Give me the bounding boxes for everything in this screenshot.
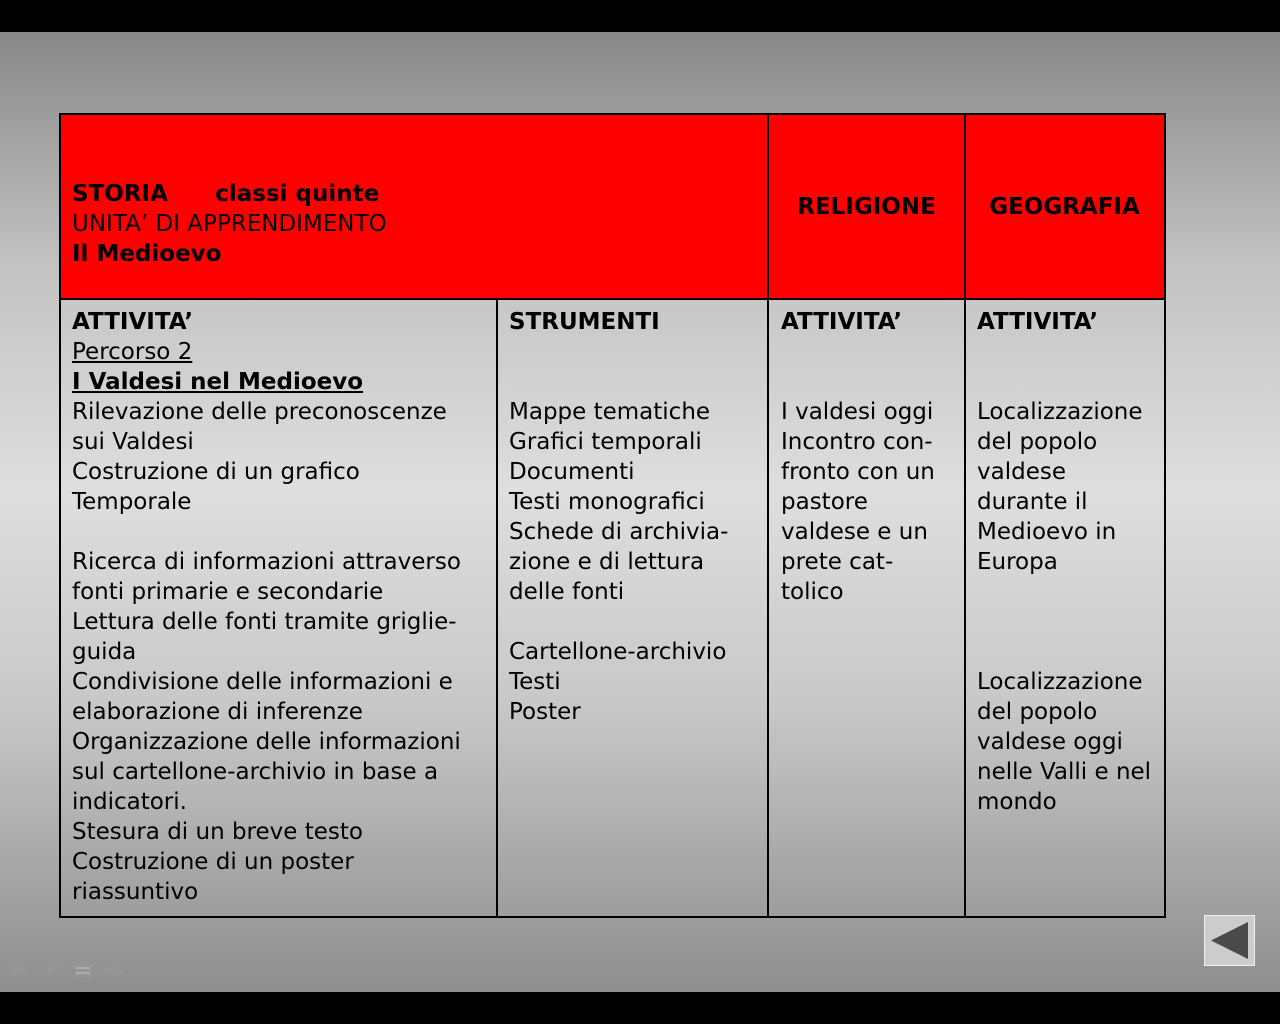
- header-divider: [61, 298, 1164, 300]
- list-item: Stesura di un breve testo: [72, 819, 363, 845]
- col-attivita-geografia: [977, 307, 1162, 817]
- list-item: Costruzione di un grafico: [72, 459, 360, 485]
- list-item: valdese: [977, 459, 1066, 485]
- geografia-title: GEOGRAFIA: [989, 194, 1140, 220]
- col1-title: ATTIVITA’: [72, 309, 194, 335]
- list-item: riassuntivo: [72, 879, 199, 905]
- col-divider-2: [767, 115, 769, 916]
- col-attivita-storia: [72, 307, 492, 907]
- col1-percorso: Percorso 2: [72, 339, 193, 365]
- list-item: nelle Valli e nel: [977, 759, 1152, 785]
- header-religione-cell: [768, 115, 965, 299]
- arrow-right-icon[interactable]: [104, 962, 126, 980]
- list-item: Condivisione delle informazioni e: [72, 669, 453, 695]
- list-item: delle fonti: [509, 579, 625, 605]
- list-item: Organizzazione delle informazioni: [72, 729, 461, 755]
- list-item: Medioevo in: [977, 519, 1117, 545]
- list-item: Rilevazione delle preconoscenze: [72, 399, 447, 425]
- list-item: Poster: [509, 699, 581, 725]
- list-item: Incontro con-: [781, 429, 933, 455]
- list-item: Schede di archivia-: [509, 519, 729, 545]
- religione-title: RELIGIONE: [797, 194, 936, 220]
- list-item: elaborazione di inferenze: [72, 699, 363, 725]
- col-attivita-religione: [781, 307, 961, 607]
- menu-icon[interactable]: [72, 962, 94, 980]
- list-item: Ricerca di informazioni attraverso: [72, 549, 461, 575]
- list-item: Europa: [977, 549, 1058, 575]
- list-item: Mappe tematiche: [509, 399, 711, 425]
- curriculum-table: [59, 113, 1166, 918]
- col-divider-3: [964, 115, 966, 916]
- list-item: prete cat-: [781, 549, 894, 575]
- list-item: sul cartellone-archivio in base a: [72, 759, 439, 785]
- list-item: zione e di lettura: [509, 549, 705, 575]
- back-button[interactable]: [1204, 915, 1255, 966]
- slide: [0, 32, 1280, 992]
- list-item: indicatori.: [72, 789, 187, 815]
- col-divider-1: [496, 298, 498, 916]
- list-item: durante il: [977, 489, 1088, 515]
- col3-title: ATTIVITA’: [781, 309, 903, 335]
- list-item: guida: [72, 639, 137, 665]
- list-item: Documenti: [509, 459, 635, 485]
- list-item: fronto con un: [781, 459, 935, 485]
- list-item: sui Valdesi: [72, 429, 194, 455]
- list-item: valdese e un: [781, 519, 928, 545]
- list-item: Localizzazione: [977, 399, 1143, 425]
- list-item: Lettura delle fonti tramite griglie-: [72, 609, 457, 635]
- header-storia-cell: [61, 115, 768, 299]
- list-item: Temporale: [72, 489, 192, 515]
- classi-label: classi quinte: [215, 181, 380, 207]
- arrow-left-icon[interactable]: [8, 962, 30, 980]
- list-item: mondo: [977, 789, 1057, 815]
- list-item: del popolo: [977, 699, 1098, 725]
- unita-label: UNITA’ DI APPRENDIMENTO: [72, 211, 387, 237]
- list-item: tolico: [781, 579, 844, 605]
- list-item: pastore: [781, 489, 868, 515]
- list-item: del popolo: [977, 429, 1098, 455]
- list-item: I valdesi oggi: [781, 399, 934, 425]
- col1-subtitle: I Valdesi nel Medioevo: [72, 369, 364, 395]
- storia-label: STORIA: [72, 181, 168, 207]
- list-item: Testi: [509, 669, 561, 695]
- triangle-left-icon: [1205, 916, 1254, 965]
- list-item: fonti primarie e secondarie: [72, 579, 384, 605]
- col2-title: STRUMENTI: [509, 309, 660, 335]
- list-item: Testi monografici: [509, 489, 705, 515]
- slideshow-nav: [8, 962, 126, 980]
- medioevo-label: Il Medioevo: [72, 241, 222, 267]
- list-item: Localizzazione: [977, 669, 1143, 695]
- pen-icon[interactable]: [40, 962, 62, 980]
- list-item: Grafici temporali: [509, 429, 702, 455]
- list-item: Costruzione di un poster: [72, 849, 354, 875]
- col4-title: ATTIVITA’: [977, 309, 1099, 335]
- col-strumenti: [509, 307, 764, 727]
- header-geografia-cell: [965, 115, 1164, 299]
- list-item: Cartellone-archivio: [509, 639, 727, 665]
- list-item: valdese oggi: [977, 729, 1123, 755]
